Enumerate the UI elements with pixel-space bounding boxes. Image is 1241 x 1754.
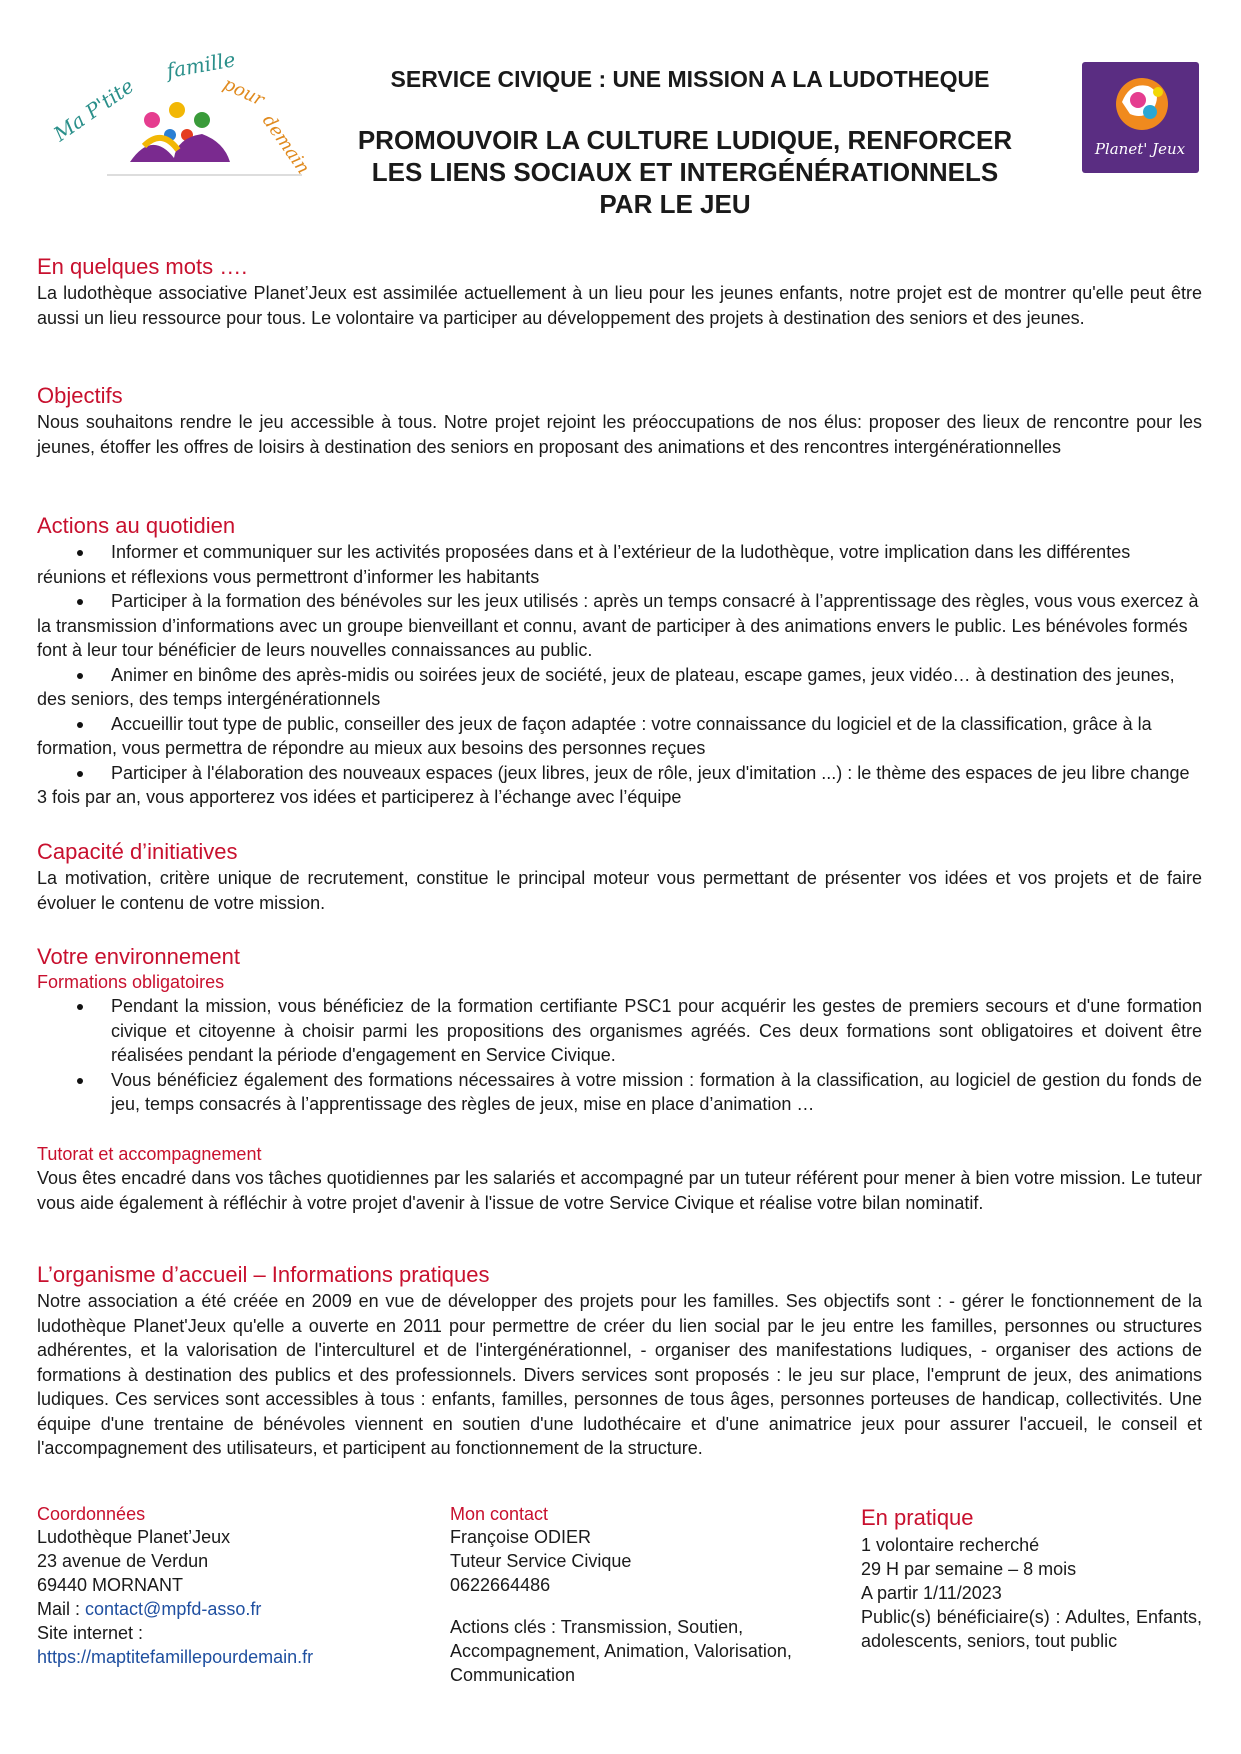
pratique-line: A partir 1/11/2023 [861, 1583, 1002, 1603]
bullet-icon [77, 599, 83, 605]
list-item: Accueillir tout type de public, conseiller des jeux de façon adaptée : votre connaissance du logiciel et de la classification, grâce à la formation, vous permettra de répondre au mieux aux besoins des personnes reçues [37, 713, 1152, 758]
bullet-icon [77, 1004, 83, 1010]
contact-phone: 0622664486 [450, 1575, 551, 1595]
section-text-quelques-mots: La ludothèque associative Planet’Jeux est assimilée actuellement à un lieu pour les jeunes enfants, notre projet est de montrer qu'elle peut être aussi un lieu ressource pour tous. Le volontaire va participer au développement des projets à destination des seniors et des jeunes. [37, 283, 1202, 328]
svg-text:pour: pour [219, 73, 268, 111]
bullet-icon [77, 722, 83, 728]
section-text-objectifs: Nous souhaitons rendre le jeu accessible à tous. Notre projet rejoint les préoccupations de nos élus: proposer des lieux de rencontre pour les jeunes, étoffer les offres de loisirs à destination des seniors en proposant des animations et des rencontres intergénérationnelles [37, 412, 1202, 457]
bullet-icon [77, 771, 83, 777]
mail-link[interactable]: contact@mpfd-asso.fr [85, 1599, 262, 1619]
section-heading-actions: Actions au quotidien [37, 513, 236, 538]
site-label: Site internet : [37, 1623, 144, 1643]
contact-role: Tuteur Service Civique [450, 1551, 632, 1571]
list-item: Informer et communiquer sur les activités proposées dans et à l’extérieur de la ludothèque, votre implication dans les différentes réunions et réflexions vous permettront d’informer les habitants [37, 542, 1131, 587]
list-item: Animer en binôme des après-midis ou soirées jeux de société, jeux de plateau, escape games, jeux vidéo… à destination des jeunes, des seniors, des temps intergénérationnels [37, 664, 1175, 709]
coordonnees-block [37, 1503, 417, 1669]
logo-right [1082, 62, 1199, 173]
website-link[interactable]: https://maptitefamillepourdemain.fr [37, 1647, 314, 1667]
logo-left [49, 47, 314, 179]
subheading-tutorat: Tutorat et accompagnement [37, 1144, 262, 1164]
contact-block [450, 1503, 810, 1687]
section-heading-objectifs: Objectifs [37, 383, 123, 408]
address-line: 69440 MORNANT [37, 1575, 184, 1595]
svg-text:famille: famille [164, 47, 238, 83]
pratique-public: Public(s) bénéficiaire(s) : Adultes, Enfants, adolescents, seniors, tout public [861, 1607, 1202, 1651]
pratique-line: 1 volontaire recherché [861, 1535, 1040, 1555]
svg-text:demain: demain [257, 110, 314, 179]
section-heading-organisme: L’organisme d’accueil – Informations pratiques [37, 1262, 490, 1287]
coordonnees-heading: Coordonnées [37, 1504, 146, 1524]
contact-name: Françoise ODIER [450, 1527, 592, 1547]
address-line: 23 avenue de Verdun [37, 1551, 209, 1571]
list-item: Participer à l'élaboration des nouveaux espaces (jeux libres, jeux de rôle, jeux d'imitation ...) : le thème des espaces de jeu libre change 3 fois par an, vous apporterez vos idées et participerez à l’échange avec l’équipe [37, 762, 1190, 807]
svg-text:Ma P'tite: Ma P'tite [49, 73, 139, 147]
bullet-icon [77, 1078, 83, 1084]
section-heading-quelques-mots: En quelques mots …. [37, 254, 248, 279]
section-heading-capacite: Capacité d’initiatives [37, 839, 238, 864]
section-text-organisme: Notre association a été créée en 2009 en vue de développer des projets pour les familles. Ses objectifs sont : - gérer le fonctionnement de la ludothèque Planet'Jeux qu'elle a ouverte en 2011 pour permettre de créer du lien social par le jeu entre les familles, personnes ou structures adhérentes, et la valorisation de l'interculturel et de l'intergénérationnel, - organiser des manifestations ludiques, - organiser des actions de formations à destination des publics et des professionnels. Divers services sont proposés : le jeu sur place, l'emprunt de jeux, des animations ludiques. Ces services sont accessibles à tous : enfants, familles, personnes de tous âges, personnes porteuses de handicap, collectivités. Une équipe d'une trentaine de bénévoles viennent en soutien d'une ludothécaire et d'une animatrice jeux pour assurer l'accueil, le conseil et l'accompagnement des utilisateurs, et participent au fonctionnement de la structure. [37, 1291, 1202, 1458]
section-text-tutorat: Vous êtes encadré dans vos tâches quotidiennes par les salariés et accompagné par un tuteur référent pour mener à bien votre mission. Le tuteur vous aide également à réfléchir à votre projet d'avenir à l'issue de votre Service Civique et réalise votre bilan nominatif. [37, 1168, 1202, 1213]
main-title: PROMOUVOIR LA CULTURE LUDIQUE, RENFORCER LES LIENS SOCIAUX ET INTERGÉNÉRATIONNELS PAR LE JEU [357, 125, 1013, 219]
list-item: Participer à la formation des bénévoles sur les jeux utilisés : après un temps consacré à l’apprentissage des règles, vous vous exercez à la transmission d’informations avec un groupe bienveillant et connu, avant de participer à des animations envers le public. Les bénévoles formés font à leur tour bénéficier de leurs nouvelles connaissances au public. [37, 591, 1199, 660]
bullet-icon [77, 550, 83, 556]
pratique-heading: En pratique [861, 1505, 974, 1530]
pratique-block [861, 1503, 1202, 1653]
bullet-icon [77, 673, 83, 679]
address-line: Ludothèque Planet’Jeux [37, 1527, 231, 1547]
svg-text:Planet' Jeux: Planet' Jeux [1094, 140, 1186, 158]
key-actions: Actions clés : Transmission, Soutien, Accompagnement, Animation, Valorisation, Communication [450, 1617, 792, 1685]
list-item: Pendant la mission, vous bénéficiez de la formation certifiante PSC1 pour acquérir les gestes de premiers secours et d'une formation civique et citoyenne à choisir parmi les propositions des organismes agréés. Ces deux formations sont obligatoires et doivent être réalisées pendant la période d'engagement en Service Civique. [37, 994, 1202, 1068]
actions-list [37, 540, 1202, 810]
formations-list [37, 994, 1202, 1117]
mail-line: Mail : contact@mpfd-asso.fr [37, 1599, 262, 1619]
list-item: Vous bénéficiez également des formations nécessaires à votre mission : formation à la classification, au logiciel de gestion du fonds de jeu, temps consacrés à l’apprentissage des règles de jeux, mise en place d’animation … [37, 1068, 1202, 1117]
mission-title: SERVICE CIVIQUE : UNE MISSION A LA LUDOTHEQUE [390, 66, 990, 92]
section-text-capacite: La motivation, critère unique de recrutement, constitue le principal moteur vous permettant de présenter vos idées et vos projets et de faire évoluer le contenu de votre mission. [37, 868, 1202, 913]
pratique-line: 29 H par semaine – 8 mois [861, 1559, 1077, 1579]
section-heading-environnement: Votre environnement [37, 944, 241, 969]
contact-heading: Mon contact [450, 1504, 549, 1524]
subheading-formations: Formations obligatoires [37, 972, 225, 992]
